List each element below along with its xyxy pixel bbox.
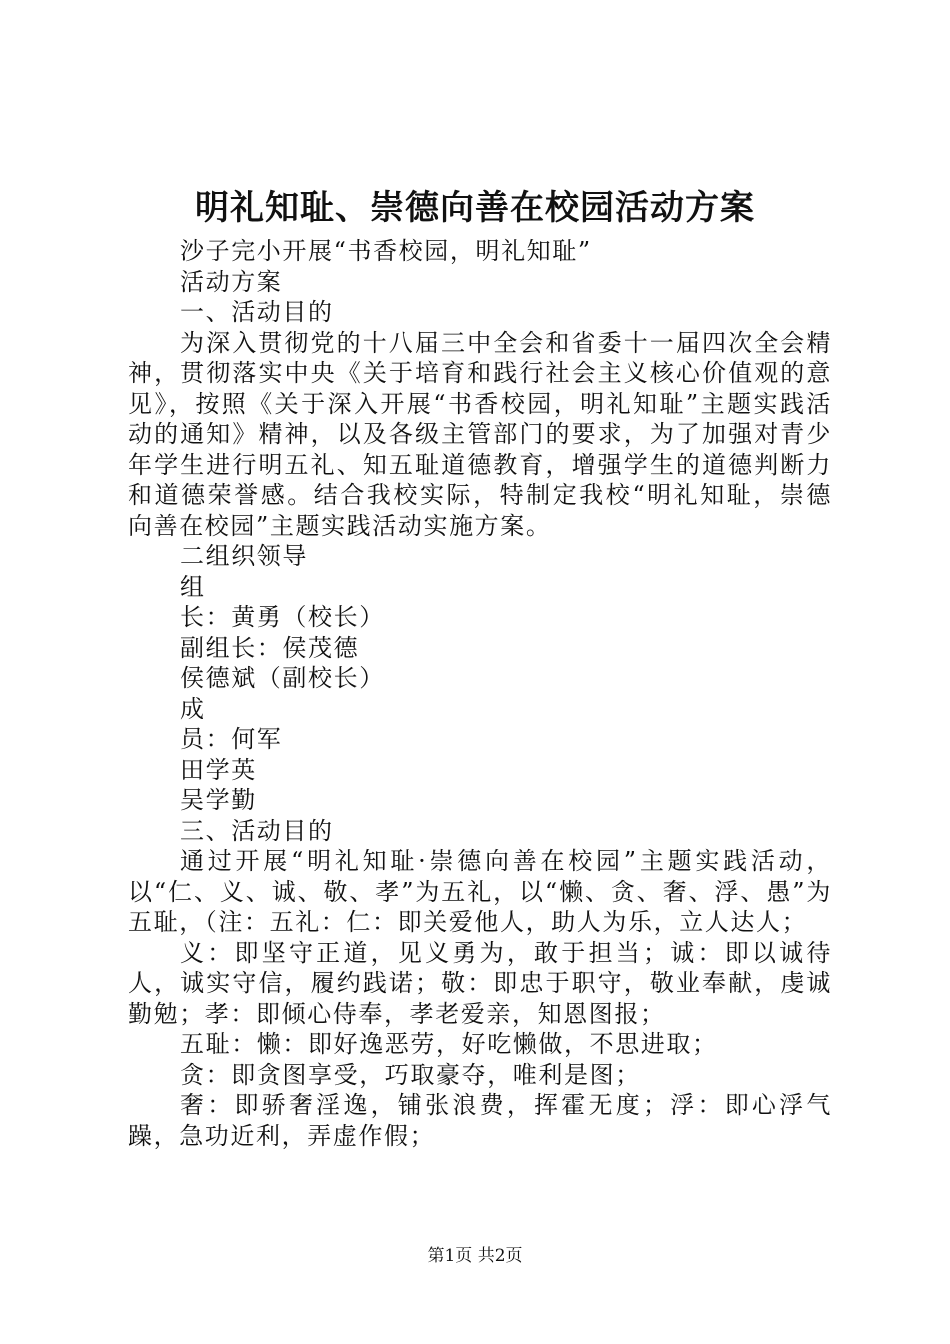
section-heading-purpose: 一、活动目的 xyxy=(180,298,334,326)
document-title: 明礼知耻、崇德向善在校园活动方案 xyxy=(195,188,755,228)
org-line-member-1: 员：何军 xyxy=(180,725,283,753)
section-heading-activity-purpose: 三、活动目的 xyxy=(180,816,334,845)
org-line-member-2: 田学英 xyxy=(180,755,257,784)
org-line-member-prefix: 成 xyxy=(180,694,206,723)
paragraph-shame-extravagance: 奢：即骄奢淫逸，铺张浪费，挥霍无度；浮：即心浮气躁，急功近利，弄虚作假； xyxy=(128,1091,832,1150)
org-line-group: 组 xyxy=(180,572,206,601)
paragraph-five-rites-detail: 义：即坚守正道，见义勇为，敢于担当；诚：即以诚待人，诚实守信，履约践诺；敬：即忠于职守，敬业奉献，虔诚勤勉；孝：即倾心侍奉，孝老爱亲，知恩图报； xyxy=(128,938,832,1028)
page-footer: 第1页 共2页 xyxy=(427,1246,523,1266)
org-line-leader: 长：黄勇（校长） xyxy=(180,603,385,631)
section-heading-organization: 二组织领导 xyxy=(180,542,308,570)
paragraph-shame-greed: 贪：即贪图享受，巧取豪夺，唯利是图； xyxy=(180,1060,641,1089)
paragraph-school-event: 沙子完小开展“书香校园，明礼知耻” xyxy=(180,237,592,265)
org-line-deputy-principal: 侯德斌（副校长） xyxy=(180,664,385,692)
paragraph-five-rites-intro: 通过开展“明礼知耻·崇德向善在校园”主题实践活动，以“仁、义、诚、敬、孝”为五礼，以“懒、贪、奢、浮、愚”为五耻，（注：五礼：仁：即关爱他人，助人为乐，立人达人； xyxy=(128,847,832,936)
document-body xyxy=(128,236,832,1151)
org-line-deputy-leader: 副组长：侯茂德 xyxy=(180,633,360,662)
paragraph-purpose-body: 为深入贯彻党的十八届三中全会和省委十一届四次全会精神，贯彻落实中央《关于培育和践行社会主义核心价值观的意见》，按照《关于深入开展“书香校园，明礼知耻”主题实践活动的通知》精神，以及各级主管部门的要求，为了加强对青少年学生进行明五礼、知五耻道德教育，增强学生的道德判断力和道德荣誉感。结合我校实际，特制定我校“明礼知耻，崇德向善在校园”主题实践活动实施方案。 xyxy=(128,328,832,540)
org-line-member-3: 吴学勤 xyxy=(180,786,257,814)
paragraph-plan-label: 活动方案 xyxy=(180,267,283,296)
paragraph-five-shames-intro: 五耻：懒：即好逸恶劳，好吃懒做，不思进取； xyxy=(180,1030,718,1058)
